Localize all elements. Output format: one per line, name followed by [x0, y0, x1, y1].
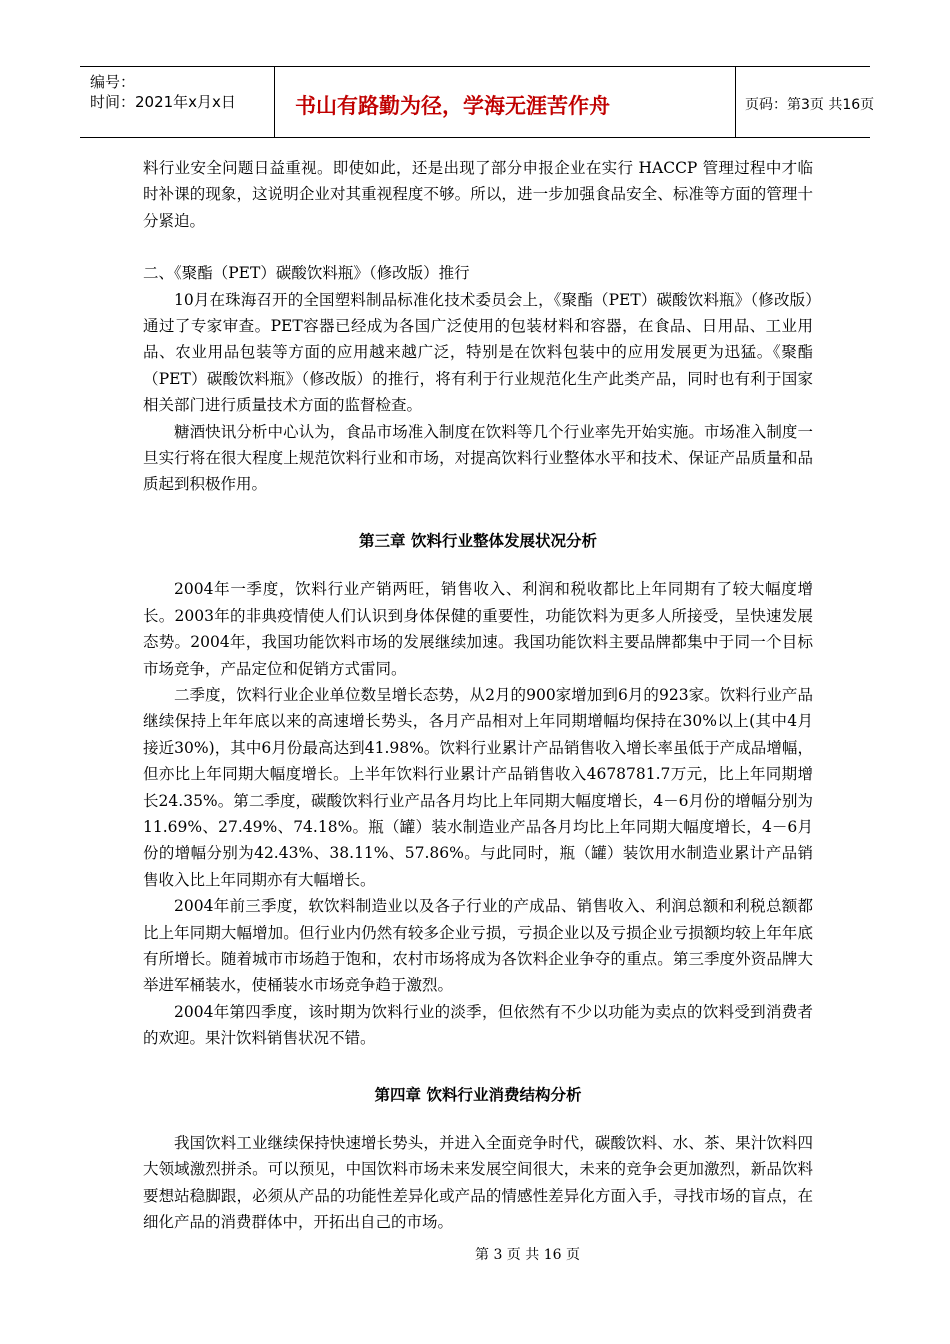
- section-heading: 二、《聚酯（PET）碳酸饮料瓶》（修改版）推行: [143, 264, 470, 283]
- paragraph: 2004年一季度，饮料行业产销两旺，销售收入、利润和税收都比上年同期有了较大幅度增长。2003年的非典疫情使人们认识到身体保健的重要性，功能饮料为更多人所接受，呈快速发展态势。2004年，我国功能饮料市场的发展继续加速。我国功能饮料主要品牌都集中于同一个目标市场竞争，产品定位和促销方式雷同。: [143, 580, 813, 678]
- page-header: [80, 66, 875, 138]
- paragraph: 10月在珠海召开的全国塑料制品标准化技术委员会上，《聚酯（PET）碳酸饮料瓶》（修改版）通过了专家审查。PET容器已经成为各国广泛使用的包装材料和容器，在食品、日用品、工业用品、农业用品包装等方面的应用越来越广泛，特别是在饮料包装中的应用发展更为迅猛。《聚酯（PET）碳酸饮料瓶》（修改版）的推行，将有利于行业规范化生产此类产品，同时也有利于国家相关部门进行质量技术方面的监督检查。: [143, 290, 813, 415]
- date-label: 时间：2021年x月x日: [90, 93, 236, 111]
- doc-number-label: 编号：: [90, 73, 136, 91]
- footer-page-number: 第 3 页 共 16 页: [475, 1247, 580, 1263]
- paragraph: 2004年前三季度，软饮料制造业以及各子行业的产成品、销售收入、利润总额和利税总额都比上年同期大幅增加。但行业内仍然有较多企业亏损，亏损企业以及亏损企业亏损额均较上年年底有所增长。随着城市市场趋于饱和，农村市场将成为各饮料企业争夺的重点。第三季度外资品牌大举进军桶装水，使桶装水市场竞争趋于激烈。: [143, 897, 813, 995]
- page-footer: [0, 1244, 950, 1264]
- header-meta: [80, 67, 274, 137]
- chapter-title: 第三章 饮料行业整体发展状况分析: [359, 531, 597, 550]
- header-motto-cell: [274, 67, 736, 137]
- document-body: [143, 155, 813, 1236]
- chapter-title: 第四章 饮料行业消费结构分析: [374, 1085, 582, 1104]
- paragraph: 二季度，饮料行业企业单位数呈增长态势，从2月的900家增加到6月的923家。饮料行业产品继续保持上年年底以来的高速增长势头，各月产品相对上年同期增幅均保持在30%以上(其中4月接近30%)，其中6月份最高达到41.98%。饮料行业累计产品销售收入增长率虽低于产成品增幅，但亦比上年同期大幅度增长。上半年饮料行业累计产品销售收入4678781.7万元，比上年同期增长24.35%。第二季度，碳酸饮料行业产品各月均比上年同期大幅度增长，4－6月份的增幅分别为11.69%、27.49%、74.18%。瓶（罐）装水制造业产品各月均比上年同期大幅度增长，4－6月份的增幅分别为42.43%、38.11%、57.86%。与此同时，瓶（罐）装饮用水制造业累计产品销售收入比上年同期亦有大幅增长。: [143, 685, 813, 889]
- paragraph: 2004年第四季度，该时期为饮料行业的淡季，但依然有不少以功能为卖点的饮料受到消费者的欢迎。果汁饮料销售状况不错。: [143, 1002, 813, 1048]
- paragraph: 料行业安全问题日益重视。即使如此，还是出现了部分申报企业在实行 HACCP 管理过程中才临时补课的现象，这说明企业对其重视程度不够。所以，进一步加强食品安全、标准等方面的管理十分紧迫。: [143, 159, 813, 230]
- header-motto: 书山有路勤为径，学海无涯苦作舟: [295, 94, 610, 118]
- paragraph: 我国饮料工业继续保持快速增长势头，并进入全面竞争时代，碳酸饮料、水、茶、果汁饮料四大领域激烈拼杀。可以预见，中国饮料市场未来发展空间很大，未来的竞争会更加激烈，新品饮料要想站稳脚跟，必须从产品的功能性差异化或产品的情感性差异化方面入手，寻找市场的盲点，在细化产品的消费群体中，开拓出自己的市场。: [143, 1134, 813, 1232]
- header-page-cell: [735, 67, 875, 137]
- paragraph: 糖酒快讯分析中心认为，食品市场准入制度在饮料等几个行业率先开始实施。市场准入制度一旦实行将在很大程度上规范饮料行业和市场，对提高饮料行业整体水平和技术、保证产品质量和品质起到积极作用。: [143, 422, 813, 494]
- header-page-number: 页码：第3页 共16页: [745, 97, 875, 113]
